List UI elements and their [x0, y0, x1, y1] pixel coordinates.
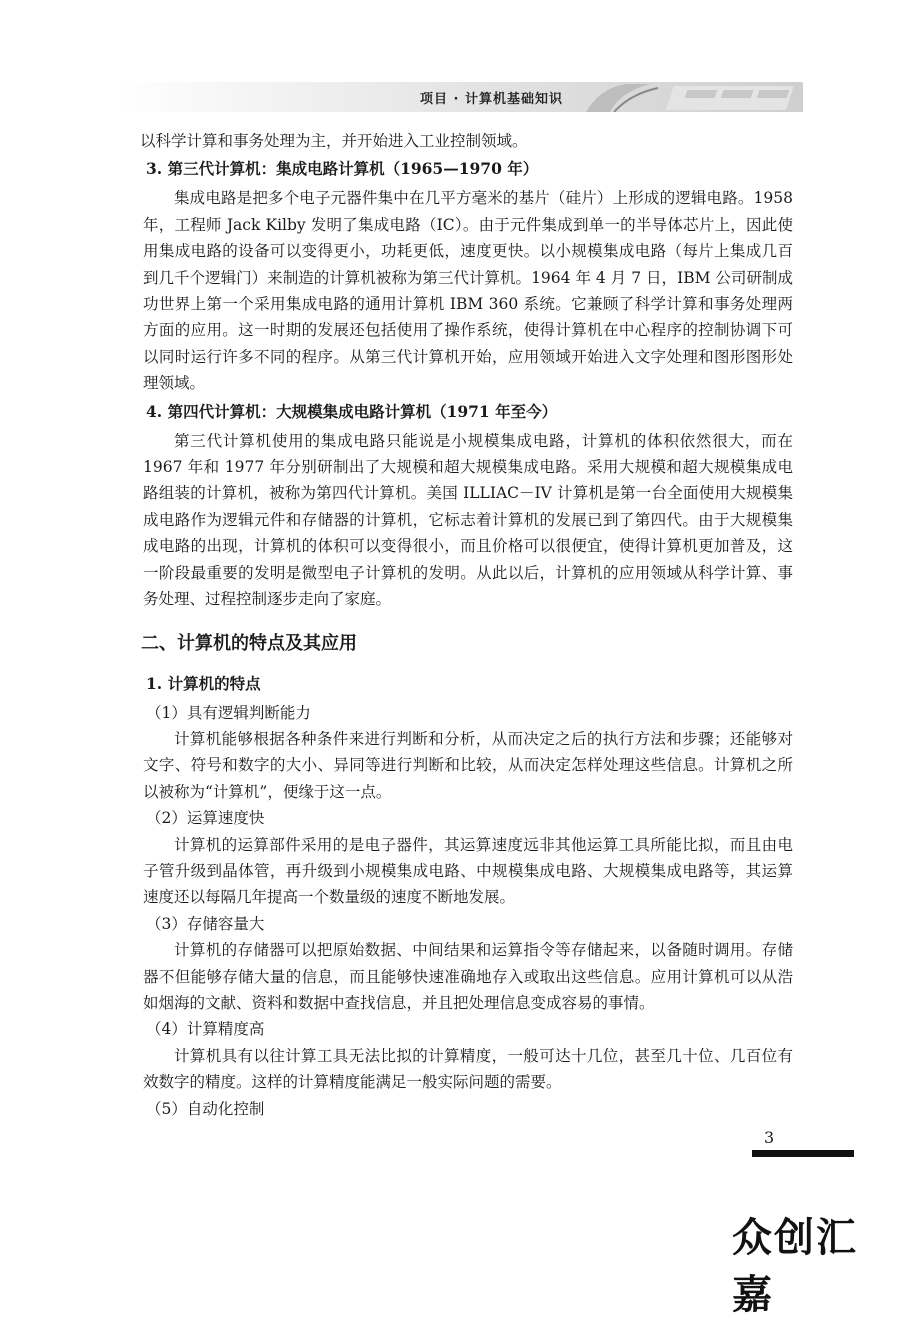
header-keyboard-image: [580, 82, 802, 112]
paragraph: 计算机能够根据各种条件来进行判断和分析，从而决定之后的执行方法和步骤；还能够对文字、符号和数字的大小、异同等进行判断和比较，从而决定怎样处理这些信息。计算机之所以被称为“计算机”，便缘于这一点。: [143, 729, 793, 801]
page-number: 3: [764, 1128, 775, 1147]
watermark: 众创汇嘉: [732, 1215, 858, 1318]
paragraph: 计算机的存储器可以把原始数据、中间结果和运算指令等存储起来，以备随时调用。存储器不但能够存储大量的信息，而且能够快速准确地存入或取出这些信息。应用计算机可以从浩如烟海的文献、资料和数据中查找信息，并且把处理信息变成容易的事情。: [143, 941, 793, 1012]
page-number-rule: [752, 1150, 854, 1157]
paragraph: 计算机的运算部件采用的是电子器件，其运算速度远非其他运算工具所能比拟，而且由电子管升级到晶体管，再升级到小规模集成电路、中规模集成电路、大规模集成电路等，其运算速度还以每隔几年提高一个数量级的速度不断地发展。: [143, 835, 793, 907]
feature-title: （3）存储容量大: [146, 914, 265, 933]
paragraph: 集成电路是把多个电子元器件集中在几平方毫米的基片（硅片）上形成的逻辑电路。1958 年，工程师 Jack Kilby 发明了集成电路（IC）。由于元件集成到单一的半导体芯片上，因此使用集成电路的设备可以变得更小，功耗更低，速度更快。以小规模集成电路（每片上集成几百到几千个逻辑门）来制造的计算机被称为第三代计算机。1964 年 4 月 7 日，IBM 公司研制成功世界上第一个采用集成电路的通用计算机 IBM 360 系统。它兼顾了科学计算和事务处理两方面的应用。这一时期的发展还包括使用了操作系统，使得计算机在中心程序的控制协调下可以同时运行许多不同的程序。从第三代计算机开始，应用领域开始进入文字处理和图形图形处理领域。: [143, 189, 793, 393]
page-body: [140, 128, 793, 1122]
subsection-heading: 1. 计算机的特点: [146, 673, 261, 693]
feature-title: （1）具有逻辑判断能力: [146, 703, 311, 722]
feature-title: （2）运算速度快: [146, 809, 265, 828]
paragraph: 第三代计算机使用的集成电路只能说是小规模集成电路，计算机的体积依然很大，而在 1967 年和 1977 年分别研制出了大规模和超大规模集成电路。采用大规模和超大规模集成电路组装的计算机，被称为第四代计算机。美国 ILLIAC－IV 计算机是第一台全面使用大规模集成电路作为逻辑元件和存储器的计算机，它标志着计算机的发展已到了第四代。由于大规模集成电路的出现，计算机的体积可以变得很小，而且价格可以很便宜，使得计算机更加普及，这一阶段最重要的发明是微型电子计算机的发明。从此以后，计算机的应用领域从科学计算、事务处理、过程控制逐步走向了家庭。: [143, 431, 793, 609]
feature-title: （5）自动化控制: [146, 1099, 265, 1118]
running-header: 项目 · 计算机基础知识: [420, 92, 563, 107]
paragraph: 计算机具有以往计算工具无法比拟的计算精度，一般可达十几位，甚至几十位、几百位有效数字的精度。这样的计算精度能满足一般实际问题的需要。: [143, 1046, 793, 1092]
paragraph: 以科学计算和事务处理为主，并开始进入工业控制领域。: [140, 132, 528, 150]
subsection-heading: 3. 第三代计算机：集成电路计算机（1965—1970 年）: [146, 159, 539, 179]
subsection-heading: 4. 第四代计算机：大规模集成电路计算机（1971 年至今）: [146, 401, 558, 421]
section-heading: 二、计算机的特点及其应用: [141, 632, 357, 654]
feature-title: （4）计算精度高: [146, 1020, 265, 1039]
